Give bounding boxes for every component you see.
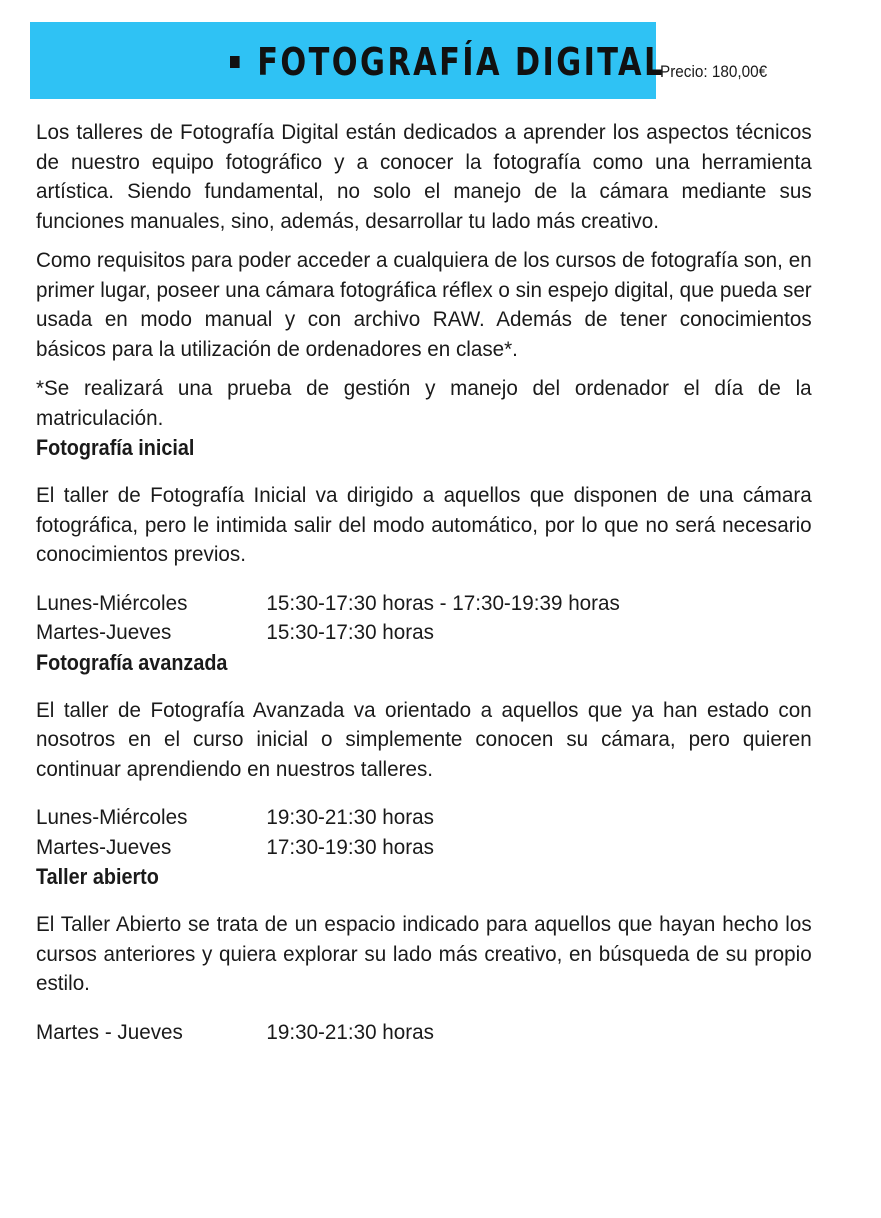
schedule-row (36, 803, 781, 833)
schedule-avanzada (36, 803, 812, 862)
schedule-row (36, 833, 781, 863)
schedule-hours: 19:30-21:30 horas (266, 1019, 434, 1044)
schedule-days: Martes-Jueves (36, 834, 172, 859)
footnote-paragraph: *Se realizará una prueba de gestión y manejo del ordenador el día de la matriculación. (36, 376, 812, 430)
section-description-abierto: El Taller Abierto se trata de un espacio indicado para aquellos que hayan hecho los cursos anteriores y quiera explorar su lado más creativo, en búsqueda de su propio estilo. (36, 912, 812, 995)
schedule-days: Martes-Jueves (36, 620, 172, 644)
section-heading-inicial: Fotografía inicial (36, 435, 195, 460)
page-title-text: FOTOGRAFÍA DIGITAL (257, 40, 666, 84)
section-heading-avanzada: Fotografía avanzada (36, 649, 228, 675)
schedule-hours: 19:30-21:30 horas (266, 805, 434, 829)
intro-paragraph: Los talleres de Fotografía Digital están dedicados a aprender los aspectos técnicos de nuestro equipo fotográfico y a conocer la fotografía como una herramienta artística. Siendo fundamental, no solo el manejo de la cámara mediante sus funciones manuales, sino, además, desarrollar tu lado más creativo. (36, 120, 812, 233)
schedule-hours: 17:30-19:30 horas (266, 834, 434, 859)
schedule-row (36, 618, 781, 648)
section-description-inicial: El taller de Fotografía Inicial va dirigido a aquellos que disponen de una cámara fotográfica, pero le intimida salir del modo automático, por lo que no será necesario conocimientos previos. (36, 483, 812, 566)
schedule-hours: 15:30-17:30 horas - 17:30-19:39 horas (266, 590, 620, 615)
section-description-avanzada: El taller de Fotografía Avanzada va orientado a aquellos que ya han estado con nosotros en el curso inicial o simplemente conocen su cámara, pero quieren continuar aprendiendo en nuestros talleres. (36, 697, 812, 781)
schedule-abierto (36, 1018, 812, 1048)
page-title (230, 38, 666, 86)
requirements-paragraph: Como requisitos para poder acceder a cualquiera de los cursos de fotografía son, en primer lugar, poseer una cámara fotográfica réflex o sin espejo digital, que pueda ser usada en modo manual y con archivo RAW. Además de tener conocimientos básicos para la utilización de ordenadores en clase*. (36, 248, 812, 361)
schedule-row (36, 1018, 781, 1048)
schedule-days: Lunes-Miércoles (36, 590, 188, 615)
schedule-inicial (36, 589, 812, 648)
schedule-days: Lunes-Miércoles (36, 805, 188, 829)
square-bullet-icon (230, 56, 240, 68)
schedule-days: Martes - Jueves (36, 1019, 183, 1044)
schedule-row (36, 589, 781, 619)
schedule-hours: 15:30-17:30 horas (266, 620, 434, 644)
document-body (36, 118, 812, 1047)
section-heading-abierto: Taller abierto (36, 864, 159, 889)
price-label: Precio: 180,00€ (660, 62, 768, 81)
